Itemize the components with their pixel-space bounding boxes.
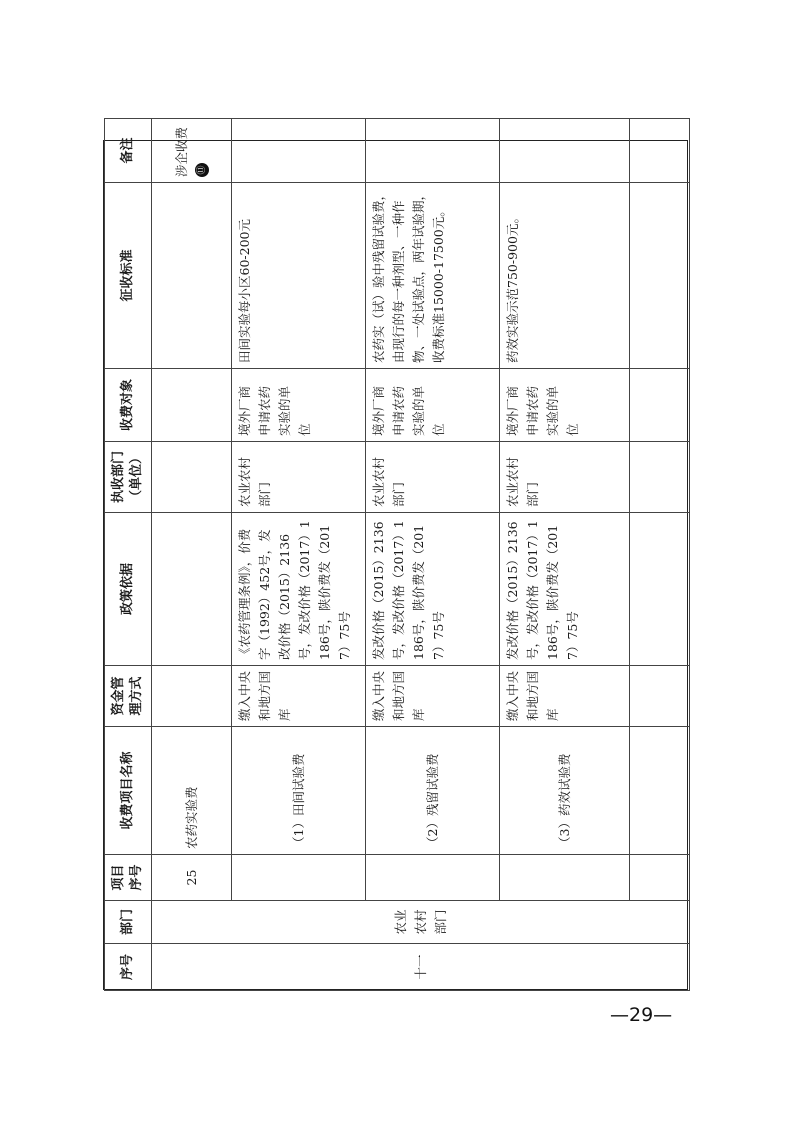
header-standard: 征收标准 — [105, 183, 152, 369]
row-standard: 农药实（试）验中残留试验费，由现行的每一种剂型、一种作物、一处试验点，两年试验期，收费标准15000-17500元。 — [366, 183, 500, 369]
row-exec: 农业农村部门 — [366, 442, 500, 513]
row-target: 境外厂商申请农药实验的单位 — [366, 369, 500, 442]
group-dept: 农业农村部门 — [152, 901, 690, 944]
empty-cell — [630, 369, 690, 442]
item-no: 25 — [152, 855, 232, 901]
row-name: （3）药效试验费 — [500, 727, 630, 855]
item-note — [152, 119, 232, 183]
note-text: 涉企收费 — [173, 126, 189, 177]
header-policy: 政策依据 — [105, 513, 152, 666]
table-row — [232, 119, 366, 991]
header-target: 收费对象 — [105, 369, 152, 442]
fee-table — [104, 118, 690, 991]
row-standard: 药效实验示范750-900元。 — [500, 183, 630, 369]
item-name: 农药实验费 — [152, 727, 232, 855]
empty-cell — [500, 119, 630, 183]
page-number: —29— — [610, 1004, 673, 1026]
empty-cell — [630, 513, 690, 666]
table-row — [630, 119, 690, 991]
row-fund: 缴入中央和地方国库 — [232, 666, 366, 727]
header-item-no: 项目序号 — [105, 855, 152, 901]
fee-table-frame — [103, 126, 688, 990]
empty-cell — [152, 666, 232, 727]
empty-cell — [152, 442, 232, 513]
empty-cell — [630, 666, 690, 727]
row-name: （2）残留试验费 — [366, 727, 500, 855]
empty-cell — [152, 183, 232, 369]
header-exec: 执收部门（单位） — [105, 442, 152, 513]
row-policy: 发改价格（2015）2136号，发改价格（2017）1186号，陕价费发（2017）75号 — [500, 513, 630, 666]
row-policy: 发改价格（2015）2136号，发改价格（2017）1186号，陕价费发（2017）75号 — [366, 513, 500, 666]
row-name: （1）田间试验费 — [232, 727, 366, 855]
empty-cell — [152, 513, 232, 666]
header-dept: 部门 — [105, 901, 152, 944]
header-note: 备注 — [105, 119, 152, 183]
header-row — [105, 119, 152, 991]
row-exec: 农业农村部门 — [232, 442, 366, 513]
empty-cell — [366, 855, 500, 901]
header-name: 收费项目名称 — [105, 727, 152, 855]
empty-cell — [630, 183, 690, 369]
row-policy: 《农药管理条例》，价费字（1992）452号，发改价格（2015）2136号，发改价格（2017）1186号，陕价费发（2017）75号 — [232, 513, 366, 666]
row-target: 境外厂商申请农药实验的单位 — [500, 369, 630, 442]
header-seq: 序号 — [105, 944, 152, 991]
empty-cell — [152, 369, 232, 442]
note-mark: ⑪ — [195, 163, 209, 177]
row-fund: 缴入中央和地方国库 — [366, 666, 500, 727]
empty-cell — [630, 855, 690, 901]
row-exec: 农业农村部门 — [500, 442, 630, 513]
empty-cell — [630, 442, 690, 513]
row-fund: 缴入中央和地方国库 — [500, 666, 630, 727]
empty-cell — [630, 119, 690, 183]
empty-cell — [366, 119, 500, 183]
group-seq: 十一 — [152, 944, 690, 991]
empty-cell — [630, 727, 690, 855]
empty-cell — [500, 855, 630, 901]
row-target: 境外厂商申请农药实验的单位 — [232, 369, 366, 442]
table-row — [152, 119, 232, 991]
table-row — [366, 119, 500, 991]
empty-cell — [232, 119, 366, 183]
empty-cell — [232, 855, 366, 901]
table-row — [500, 119, 630, 991]
header-fund: 资金管理方式 — [105, 666, 152, 727]
row-standard: 田间实验每小区60-200元 — [232, 183, 366, 369]
